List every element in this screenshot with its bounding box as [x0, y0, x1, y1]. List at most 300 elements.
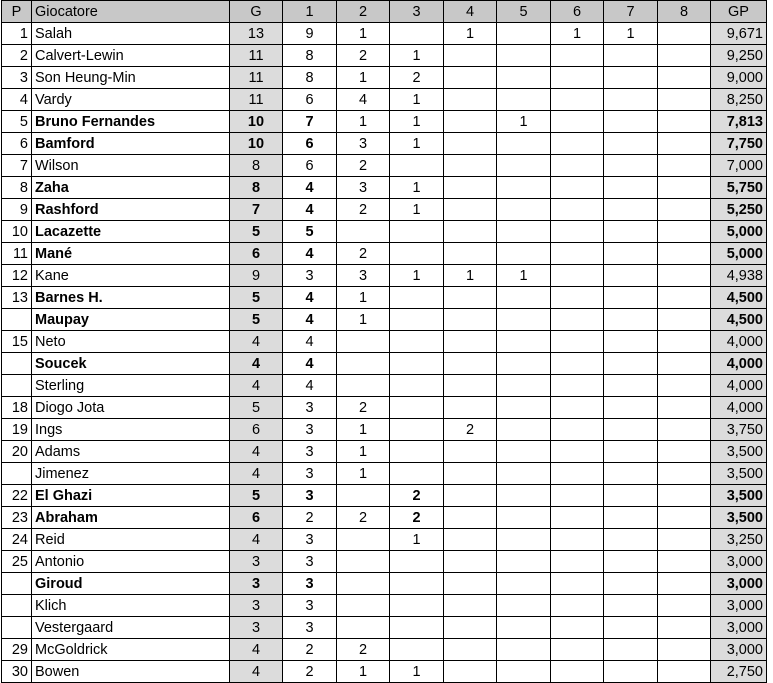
cell-gp: 3,000: [711, 617, 767, 639]
cell-2: [337, 353, 390, 375]
cell-position: [2, 573, 32, 595]
cell-position: 11: [2, 243, 32, 265]
cell-3: 1: [390, 265, 444, 287]
cell-player: El Ghazi: [32, 485, 230, 507]
cell-4: 2: [444, 419, 497, 441]
cell-g: 11: [230, 67, 283, 89]
cell-g: 4: [230, 661, 283, 683]
cell-3: [390, 419, 444, 441]
cell-8: [658, 529, 711, 551]
cell-player: Giroud: [32, 573, 230, 595]
cell-1: 8: [283, 45, 337, 67]
cell-8: [658, 419, 711, 441]
header-8: 8: [658, 1, 711, 23]
cell-4: [444, 463, 497, 485]
cell-1: 9: [283, 23, 337, 45]
cell-1: 4: [283, 243, 337, 265]
cell-2: [337, 485, 390, 507]
cell-5: [497, 243, 551, 265]
cell-1: 4: [283, 309, 337, 331]
cell-position: 18: [2, 397, 32, 419]
cell-gp: 4,500: [711, 287, 767, 309]
cell-g: 7: [230, 199, 283, 221]
cell-1: 4: [283, 287, 337, 309]
cell-gp: 3,000: [711, 551, 767, 573]
cell-7: [604, 617, 658, 639]
cell-position: 30: [2, 661, 32, 683]
cell-g: 3: [230, 617, 283, 639]
cell-player: Maupay: [32, 309, 230, 331]
cell-position: 9: [2, 199, 32, 221]
cell-7: [604, 441, 658, 463]
cell-player: Reid: [32, 529, 230, 551]
cell-2: 2: [337, 243, 390, 265]
cell-gp: 4,000: [711, 397, 767, 419]
cell-position: [2, 617, 32, 639]
cell-g: 5: [230, 485, 283, 507]
cell-7: [604, 45, 658, 67]
cell-3: 1: [390, 111, 444, 133]
cell-8: [658, 309, 711, 331]
cell-3: [390, 221, 444, 243]
cell-4: [444, 507, 497, 529]
cell-2: 2: [337, 199, 390, 221]
cell-6: [551, 331, 604, 353]
cell-g: 5: [230, 309, 283, 331]
cell-position: 22: [2, 485, 32, 507]
cell-position: 13: [2, 287, 32, 309]
cell-position: [2, 353, 32, 375]
cell-3: [390, 441, 444, 463]
cell-6: [551, 463, 604, 485]
cell-player: Lacazette: [32, 221, 230, 243]
cell-6: [551, 221, 604, 243]
cell-gp: 4,000: [711, 331, 767, 353]
cell-4: [444, 221, 497, 243]
cell-position: 5: [2, 111, 32, 133]
header-3: 3: [390, 1, 444, 23]
cell-5: [497, 529, 551, 551]
cell-6: [551, 287, 604, 309]
cell-4: [444, 155, 497, 177]
cell-1: 6: [283, 133, 337, 155]
cell-player: Soucek: [32, 353, 230, 375]
cell-player: Jimenez: [32, 463, 230, 485]
cell-7: [604, 265, 658, 287]
cell-player: Son Heung-Min: [32, 67, 230, 89]
cell-5: [497, 551, 551, 573]
cell-7: [604, 463, 658, 485]
table-header: [2, 1, 767, 23]
cell-2: 3: [337, 177, 390, 199]
cell-2: [337, 551, 390, 573]
cell-3: 1: [390, 45, 444, 67]
cell-7: [604, 507, 658, 529]
cell-8: [658, 463, 711, 485]
cell-5: [497, 155, 551, 177]
cell-player: Bruno Fernandes: [32, 111, 230, 133]
cell-4: [444, 485, 497, 507]
cell-3: 2: [390, 485, 444, 507]
table-row: [2, 23, 767, 45]
cell-4: [444, 287, 497, 309]
cell-6: [551, 551, 604, 573]
cell-4: [444, 67, 497, 89]
cell-4: 1: [444, 265, 497, 287]
cell-8: [658, 89, 711, 111]
cell-8: [658, 23, 711, 45]
cell-7: [604, 639, 658, 661]
cell-5: [497, 23, 551, 45]
cell-player: Abraham: [32, 507, 230, 529]
header-1: 1: [283, 1, 337, 23]
cell-4: [444, 397, 497, 419]
cell-6: 1: [551, 23, 604, 45]
cell-1: 3: [283, 397, 337, 419]
cell-player: Vestergaard: [32, 617, 230, 639]
cell-position: 10: [2, 221, 32, 243]
cell-2: 3: [337, 133, 390, 155]
cell-7: [604, 199, 658, 221]
cell-player: Diogo Jota: [32, 397, 230, 419]
cell-1: 5: [283, 221, 337, 243]
cell-3: 2: [390, 507, 444, 529]
cell-7: [604, 177, 658, 199]
cell-g: 4: [230, 639, 283, 661]
cell-2: [337, 595, 390, 617]
header-p: P: [2, 1, 32, 23]
cell-position: [2, 595, 32, 617]
cell-7: [604, 111, 658, 133]
cell-1: 8: [283, 67, 337, 89]
cell-8: [658, 45, 711, 67]
cell-2: 2: [337, 639, 390, 661]
cell-gp: 5,000: [711, 243, 767, 265]
cell-player: Bamford: [32, 133, 230, 155]
table-row: [2, 375, 767, 397]
cell-4: [444, 353, 497, 375]
cell-position: 1: [2, 23, 32, 45]
cell-gp: 3,000: [711, 639, 767, 661]
cell-7: [604, 331, 658, 353]
cell-6: [551, 265, 604, 287]
cell-2: [337, 529, 390, 551]
cell-4: [444, 441, 497, 463]
header-row: [2, 1, 767, 23]
table-row: [2, 573, 767, 595]
table-row: [2, 133, 767, 155]
cell-position: 20: [2, 441, 32, 463]
cell-2: 2: [337, 45, 390, 67]
table-row: [2, 661, 767, 683]
cell-6: [551, 507, 604, 529]
cell-6: [551, 353, 604, 375]
cell-g: 4: [230, 441, 283, 463]
cell-position: 4: [2, 89, 32, 111]
cell-g: 4: [230, 331, 283, 353]
cell-3: 1: [390, 133, 444, 155]
cell-7: [604, 661, 658, 683]
cell-player: Sterling: [32, 375, 230, 397]
cell-2: 4: [337, 89, 390, 111]
table-row: [2, 89, 767, 111]
cell-2: 1: [337, 23, 390, 45]
table-row: [2, 309, 767, 331]
cell-3: 1: [390, 661, 444, 683]
cell-8: [658, 199, 711, 221]
cell-7: [604, 133, 658, 155]
cell-4: [444, 573, 497, 595]
cell-g: 3: [230, 595, 283, 617]
cell-1: 4: [283, 199, 337, 221]
cell-g: 6: [230, 419, 283, 441]
cell-4: [444, 243, 497, 265]
cell-player: Ings: [32, 419, 230, 441]
table-row: [2, 221, 767, 243]
cell-5: 1: [497, 111, 551, 133]
cell-7: [604, 551, 658, 573]
cell-3: [390, 375, 444, 397]
cell-5: [497, 617, 551, 639]
cell-7: [604, 419, 658, 441]
cell-g: 10: [230, 111, 283, 133]
cell-3: [390, 353, 444, 375]
cell-5: [497, 661, 551, 683]
cell-5: [497, 573, 551, 595]
cell-position: 7: [2, 155, 32, 177]
table-row: [2, 111, 767, 133]
cell-5: [497, 419, 551, 441]
cell-g: 11: [230, 89, 283, 111]
cell-2: 2: [337, 507, 390, 529]
cell-4: [444, 177, 497, 199]
cell-1: 2: [283, 661, 337, 683]
cell-7: [604, 309, 658, 331]
cell-3: 1: [390, 177, 444, 199]
cell-5: [497, 221, 551, 243]
cell-3: 1: [390, 89, 444, 111]
cell-g: 4: [230, 353, 283, 375]
cell-position: 24: [2, 529, 32, 551]
cell-8: [658, 331, 711, 353]
cell-player: McGoldrick: [32, 639, 230, 661]
cell-7: [604, 221, 658, 243]
cell-g: 8: [230, 177, 283, 199]
cell-4: [444, 639, 497, 661]
cell-5: [497, 507, 551, 529]
cell-6: [551, 177, 604, 199]
cell-7: [604, 397, 658, 419]
cell-2: 1: [337, 309, 390, 331]
cell-7: 1: [604, 23, 658, 45]
cell-g: 8: [230, 155, 283, 177]
cell-2: 2: [337, 397, 390, 419]
cell-g: 13: [230, 23, 283, 45]
header-2: 2: [337, 1, 390, 23]
cell-position: 8: [2, 177, 32, 199]
cell-8: [658, 551, 711, 573]
cell-1: 3: [283, 463, 337, 485]
cell-8: [658, 111, 711, 133]
cell-1: 3: [283, 485, 337, 507]
cell-1: 4: [283, 375, 337, 397]
cell-3: [390, 573, 444, 595]
cell-2: 1: [337, 661, 390, 683]
cell-player: Adams: [32, 441, 230, 463]
header-gp: GP: [711, 1, 767, 23]
cell-6: [551, 133, 604, 155]
cell-7: [604, 485, 658, 507]
header-7: 7: [604, 1, 658, 23]
cell-position: [2, 375, 32, 397]
cell-4: [444, 199, 497, 221]
cell-g: 5: [230, 221, 283, 243]
cell-gp: 9,671: [711, 23, 767, 45]
cell-6: [551, 375, 604, 397]
cell-5: [497, 353, 551, 375]
header-4: 4: [444, 1, 497, 23]
cell-position: 29: [2, 639, 32, 661]
cell-gp: 3,500: [711, 463, 767, 485]
cell-7: [604, 155, 658, 177]
cell-g: 3: [230, 573, 283, 595]
cell-position: 3: [2, 67, 32, 89]
cell-player: Neto: [32, 331, 230, 353]
cell-8: [658, 397, 711, 419]
cell-4: 1: [444, 23, 497, 45]
cell-g: 4: [230, 375, 283, 397]
cell-6: [551, 441, 604, 463]
cell-player: Barnes H.: [32, 287, 230, 309]
cell-5: [497, 397, 551, 419]
cell-2: [337, 573, 390, 595]
cell-5: 1: [497, 265, 551, 287]
cell-6: [551, 529, 604, 551]
cell-5: [497, 67, 551, 89]
cell-4: [444, 551, 497, 573]
header-g: G: [230, 1, 283, 23]
header-5: 5: [497, 1, 551, 23]
cell-player: Antonio: [32, 551, 230, 573]
cell-2: [337, 375, 390, 397]
cell-7: [604, 595, 658, 617]
cell-8: [658, 67, 711, 89]
cell-player: Salah: [32, 23, 230, 45]
cell-3: [390, 243, 444, 265]
cell-gp: 7,000: [711, 155, 767, 177]
cell-5: [497, 309, 551, 331]
cell-6: [551, 67, 604, 89]
table-row: [2, 287, 767, 309]
cell-player: Bowen: [32, 661, 230, 683]
table-row: [2, 551, 767, 573]
cell-5: [497, 485, 551, 507]
cell-8: [658, 133, 711, 155]
cell-player: Zaha: [32, 177, 230, 199]
cell-7: [604, 243, 658, 265]
cell-7: [604, 67, 658, 89]
cell-g: 11: [230, 45, 283, 67]
cell-8: [658, 243, 711, 265]
cell-3: 1: [390, 529, 444, 551]
cell-gp: 3,000: [711, 595, 767, 617]
cell-2: 2: [337, 155, 390, 177]
cell-6: [551, 595, 604, 617]
cell-8: [658, 595, 711, 617]
cell-gp: 4,000: [711, 375, 767, 397]
cell-2: 3: [337, 265, 390, 287]
cell-1: 3: [283, 617, 337, 639]
cell-6: [551, 243, 604, 265]
cell-8: [658, 287, 711, 309]
cell-4: [444, 45, 497, 67]
header-giocatore: Giocatore: [32, 1, 230, 23]
cell-5: [497, 89, 551, 111]
cell-8: [658, 507, 711, 529]
cell-2: [337, 331, 390, 353]
cell-5: [497, 639, 551, 661]
cell-g: 5: [230, 287, 283, 309]
cell-1: 4: [283, 177, 337, 199]
cell-6: [551, 419, 604, 441]
cell-gp: 3,500: [711, 485, 767, 507]
cell-3: [390, 309, 444, 331]
cell-2: 1: [337, 287, 390, 309]
cell-8: [658, 485, 711, 507]
cell-g: 6: [230, 243, 283, 265]
cell-gp: 4,938: [711, 265, 767, 287]
cell-3: [390, 617, 444, 639]
cell-6: [551, 639, 604, 661]
cell-3: 2: [390, 67, 444, 89]
table-row: [2, 639, 767, 661]
table-row: [2, 265, 767, 287]
table-row: [2, 617, 767, 639]
cell-player: Wilson: [32, 155, 230, 177]
table-row: [2, 485, 767, 507]
cell-8: [658, 617, 711, 639]
cell-8: [658, 573, 711, 595]
cell-g: 9: [230, 265, 283, 287]
cell-1: 3: [283, 551, 337, 573]
table-row: [2, 243, 767, 265]
cell-1: 7: [283, 111, 337, 133]
cell-1: 3: [283, 529, 337, 551]
cell-6: [551, 617, 604, 639]
table-row: [2, 177, 767, 199]
cell-4: [444, 111, 497, 133]
cell-1: 2: [283, 639, 337, 661]
cell-player: Mané: [32, 243, 230, 265]
cell-7: [604, 375, 658, 397]
cell-gp: 4,500: [711, 309, 767, 331]
cell-1: 3: [283, 595, 337, 617]
cell-3: [390, 551, 444, 573]
cell-4: [444, 331, 497, 353]
cell-gp: 3,000: [711, 573, 767, 595]
cell-2: 1: [337, 463, 390, 485]
cell-4: [444, 595, 497, 617]
table-row: [2, 507, 767, 529]
cell-5: [497, 595, 551, 617]
cell-3: [390, 595, 444, 617]
cell-4: [444, 617, 497, 639]
cell-3: [390, 155, 444, 177]
table-body: [2, 23, 767, 683]
cell-1: 3: [283, 573, 337, 595]
cell-1: 4: [283, 331, 337, 353]
cell-gp: 8,250: [711, 89, 767, 111]
